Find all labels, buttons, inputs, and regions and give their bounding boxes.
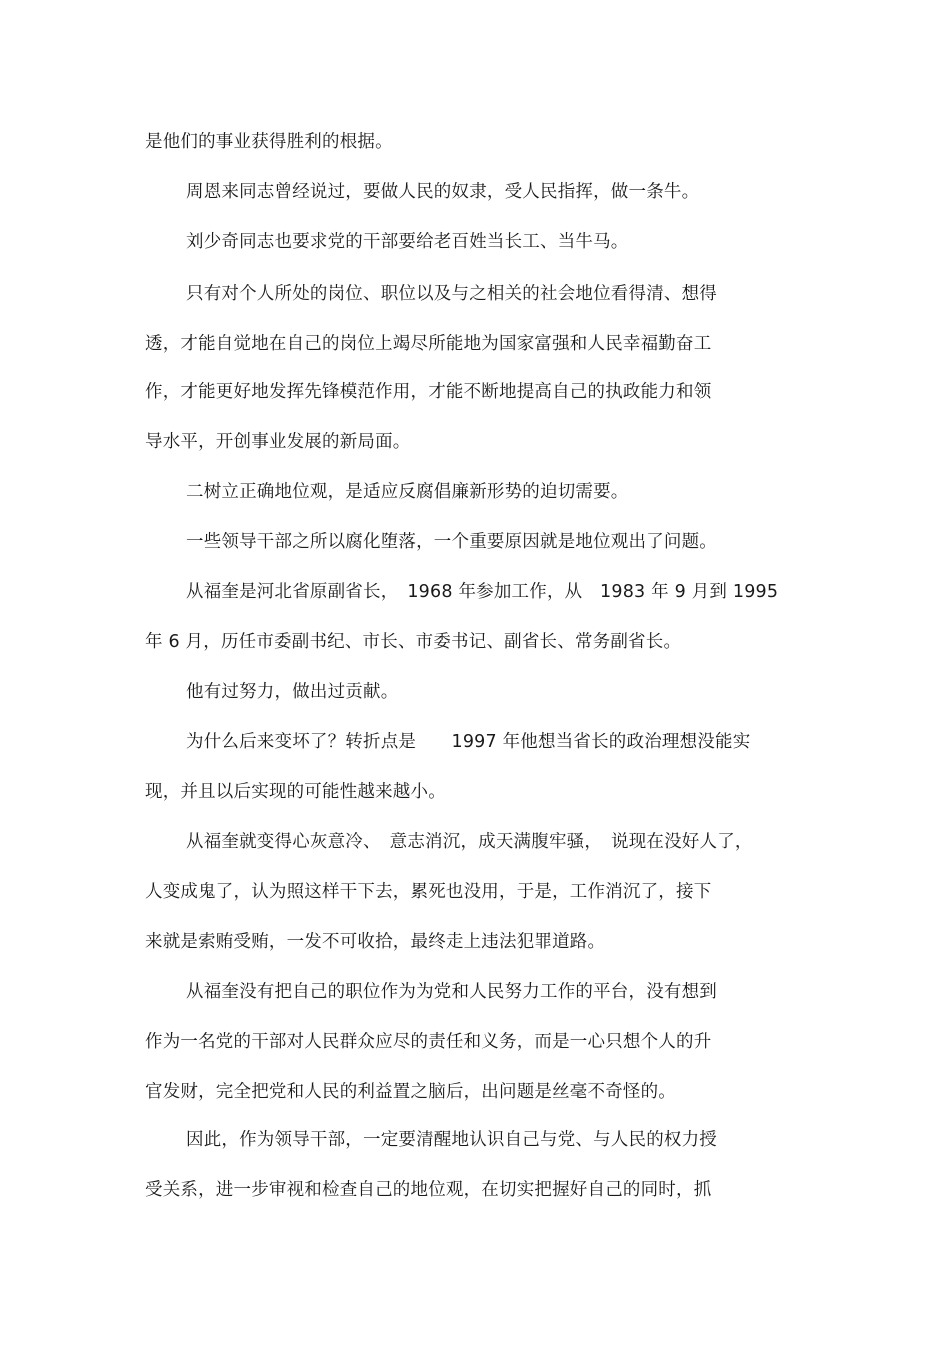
paragraph-start: 为什么后来变坏了？转折点是 1997 年他想当省长的政治理想没能实: [186, 732, 751, 752]
text-line: 作，才能更好地发挥先锋模范作用，才能不断地提高自己的执政能力和领: [145, 382, 712, 402]
text-line: 受关系，进一步审视和检查自己的地位观，在切实把握好自己的同时，抓: [145, 1180, 712, 1200]
section-heading: 二树立正确地位观，是适应反腐倡廉新形势的迫切需要。: [186, 482, 629, 502]
paragraph-start: 从福奎没有把自己的职位作为为党和人民努力工作的平台，没有想到: [186, 982, 717, 1002]
paragraph-start: 一些领导干部之所以腐化堕落，一个重要原因就是地位观出了问题。: [186, 532, 717, 552]
paragraph-start: 周恩来同志曾经说过，要做人民的奴隶，受人民指挥，做一条牛。: [186, 182, 700, 202]
paragraph-start: 刘少奇同志也要求党的干部要给老百姓当长工、当牛马。: [186, 232, 629, 252]
text-line: 导水平，开创事业发展的新局面。: [145, 432, 411, 452]
paragraph-start: 从福奎是河北省原副省长， 1968 年参加工作，从 1983 年 9 月到 1995: [186, 582, 779, 602]
text-line: 现，并且以后实现的可能性越来越小。: [145, 782, 446, 802]
text-line: 透，才能自觉地在自己的岗位上竭尽所能地为国家富强和人民幸福勤奋工: [145, 334, 712, 354]
text-line: 作为一名党的干部对人民群众应尽的责任和义务，而是一心只想个人的升: [145, 1032, 712, 1052]
paragraph-start: 只有对个人所处的岗位、职位以及与之相关的社会地位看得清、想得: [186, 284, 717, 304]
paragraph-start: 他有过努力，做出过贡献。: [186, 682, 399, 702]
text-line: 人变成鬼了，认为照这样干下去，累死也没用，于是，工作消沉了，接下: [145, 882, 712, 902]
paragraph-start: 因此，作为领导干部，一定要清醒地认识自己与党、与人民的权力授: [186, 1130, 717, 1150]
text-line: 是他们的事业获得胜利的根据。: [145, 132, 393, 152]
text-line: 来就是索贿受贿，一发不可收拾，最终走上违法犯罪道路。: [145, 932, 606, 952]
paragraph-start: 从福奎就变得心灰意冷、 意志消沉，成天满腹牢骚， 说现在没好人了，: [186, 832, 753, 852]
text-line: 官发财，完全把党和人民的利益置之脑后，出问题是丝毫不奇怪的。: [145, 1082, 676, 1102]
text-line: 年 6 月，历任市委副书纪、市长、市委书记、副省长、常务副省长。: [145, 632, 682, 652]
